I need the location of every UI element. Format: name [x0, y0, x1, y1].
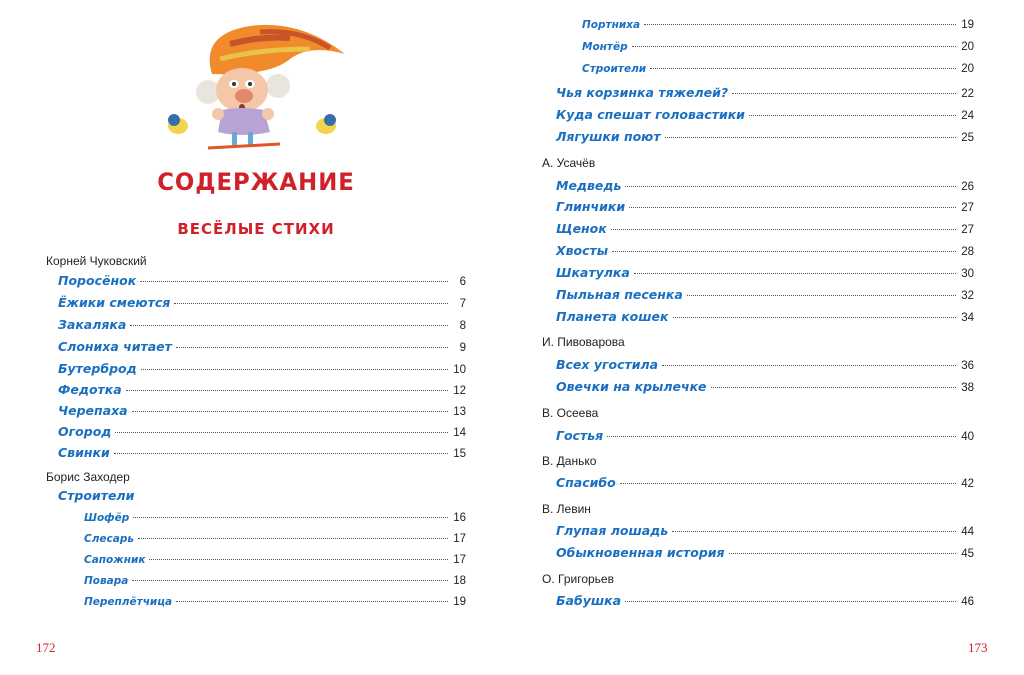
- toc-entry-title: Черепаха: [58, 403, 128, 418]
- toc-entry-title: Бабушка: [556, 593, 622, 608]
- toc-entry-title: Медведь: [556, 178, 622, 193]
- contents-title: СОДЕРЖАНИЕ: [157, 168, 355, 196]
- toc-subentry[interactable]: [582, 19, 974, 37]
- toc-entry[interactable]: [556, 523, 974, 541]
- leader-dots: [133, 516, 448, 518]
- toc-entry-title: Хвосты: [556, 243, 609, 258]
- leader-dots: [114, 452, 448, 454]
- leader-dots: [176, 600, 448, 602]
- toc-entry[interactable]: [58, 424, 466, 442]
- toc-entry-page: 17: [453, 533, 466, 545]
- toc-entry-title: Щенок: [556, 221, 607, 236]
- toc-entry-title: Строители: [582, 63, 647, 75]
- toc-entry[interactable]: [556, 379, 974, 397]
- leader-dots: [632, 45, 956, 47]
- page-number: 173: [968, 640, 988, 655]
- toc-entry-page: 15: [453, 448, 466, 460]
- toc-subentry[interactable]: [582, 41, 974, 59]
- toc-group-heading[interactable]: [58, 488, 258, 506]
- author-name: В. Левин: [542, 502, 591, 516]
- toc-entry-page: 26: [961, 181, 974, 193]
- section-title: ВЕСЁЛЫЕ СТИХИ: [177, 220, 335, 238]
- toc-entry-title: Сапожник: [84, 554, 146, 566]
- toc-entry[interactable]: [556, 199, 974, 217]
- author-name: А. Усачёв: [542, 156, 596, 170]
- toc-subentry[interactable]: [84, 554, 466, 572]
- toc-subentry[interactable]: [84, 575, 466, 593]
- toc-entry-page: 27: [961, 224, 974, 236]
- leader-dots: [141, 368, 448, 370]
- toc-subentry[interactable]: [84, 533, 466, 551]
- toc-entry[interactable]: [58, 317, 466, 335]
- toc-entry-page: 14: [453, 427, 466, 439]
- toc-entry[interactable]: [58, 382, 466, 400]
- toc-entry-title: Слониха читает: [58, 339, 172, 354]
- leader-dots: [612, 250, 956, 252]
- toc-entry[interactable]: [556, 287, 974, 305]
- leader-dots: [729, 552, 956, 554]
- toc-entry[interactable]: [556, 428, 974, 446]
- toc-entry[interactable]: [556, 265, 974, 283]
- leader-dots: [644, 23, 956, 25]
- toc-entry-title: Бутерброд: [58, 361, 137, 376]
- toc-entry[interactable]: [556, 221, 974, 239]
- leader-dots: [625, 600, 956, 602]
- toc-entry-page: 30: [961, 268, 974, 280]
- leader-dots: [673, 316, 956, 318]
- toc-entry[interactable]: [556, 85, 974, 103]
- toc-entry-page: 6: [459, 276, 466, 288]
- leader-dots: [634, 272, 956, 274]
- author-name: Борис Заходер: [46, 470, 130, 484]
- toc-entry-title: Шофёр: [84, 512, 130, 524]
- toc-entry[interactable]: [556, 545, 974, 563]
- toc-entry[interactable]: [556, 129, 974, 147]
- toc-entry-title: Обыкновенная история: [556, 545, 725, 560]
- leader-dots: [625, 185, 956, 187]
- toc-entry[interactable]: [58, 339, 466, 357]
- toc-entry-page: 10: [453, 364, 466, 376]
- toc-entry-page: 40: [961, 431, 974, 443]
- leader-dots: [662, 364, 956, 366]
- toc-entry-page: 32: [961, 290, 974, 302]
- toc-entry-title: Огород: [58, 424, 112, 439]
- toc-entry-page: 16: [453, 512, 466, 524]
- leader-dots: [607, 435, 956, 437]
- gnome-with-birds-illustration: [160, 14, 350, 154]
- leader-dots: [126, 389, 448, 391]
- leader-dots: [672, 530, 956, 532]
- toc-entry-page: 25: [961, 132, 974, 144]
- leader-dots: [732, 92, 956, 94]
- toc-entry-title: Повара: [84, 575, 129, 587]
- toc-entry-page: 46: [961, 596, 974, 608]
- leader-dots: [174, 302, 448, 304]
- toc-entry-title: Ёжики смеются: [58, 295, 171, 310]
- toc-entry[interactable]: [556, 357, 974, 375]
- page-number: 172: [36, 640, 56, 655]
- author-name: И. Пивоварова: [542, 335, 625, 349]
- leader-dots: [749, 114, 956, 116]
- toc-entry-title: Переплётчица: [84, 596, 173, 608]
- toc-entry[interactable]: [556, 243, 974, 261]
- toc-subentry[interactable]: [84, 512, 466, 530]
- leader-dots: [650, 67, 956, 69]
- author-name: Корней Чуковский: [46, 254, 147, 268]
- toc-entry-page: 28: [961, 246, 974, 258]
- leader-dots: [132, 579, 448, 581]
- toc-entry[interactable]: [58, 295, 466, 313]
- toc-entry-page: 13: [453, 406, 466, 418]
- leader-dots: [149, 558, 448, 560]
- leader-dots: [665, 136, 956, 138]
- leader-dots: [611, 228, 956, 230]
- toc-entry-title: Чья корзинка тяжелей?: [556, 85, 729, 100]
- toc-entry-page: 20: [961, 63, 974, 75]
- toc-entry[interactable]: [556, 178, 974, 196]
- toc-entry[interactable]: [556, 107, 974, 125]
- toc-entry-title: Слесарь: [84, 533, 134, 545]
- toc-heading-title: Строители: [58, 488, 135, 503]
- leader-dots: [687, 294, 956, 296]
- toc-entry-page: 42: [961, 478, 974, 490]
- leader-dots: [140, 280, 448, 282]
- toc-entry-title: Планета кошек: [556, 309, 669, 324]
- toc-entry-page: 19: [961, 19, 974, 31]
- toc-entry[interactable]: [556, 593, 974, 611]
- toc-entry-title: Всех угостила: [556, 357, 659, 372]
- toc-entry-page: 36: [961, 360, 974, 372]
- toc-entry-page: 9: [459, 342, 466, 354]
- toc-entry-title: Спасибо: [556, 475, 616, 490]
- toc-entry-page: 24: [961, 110, 974, 122]
- author-name: В. Осеева: [542, 406, 599, 420]
- toc-entry-title: Портниха: [582, 19, 641, 31]
- toc-entry[interactable]: [58, 403, 466, 421]
- toc-entry-page: 7: [459, 298, 466, 310]
- toc-entry-title: Свинки: [58, 445, 110, 460]
- toc-entry-page: 44: [961, 526, 974, 538]
- toc-entry-title: Лягушки поют: [556, 129, 661, 144]
- toc-entry-title: Шкатулка: [556, 265, 630, 280]
- toc-subentry[interactable]: [84, 596, 466, 614]
- toc-entry-page: 34: [961, 312, 974, 324]
- toc-entry-page: 17: [453, 554, 466, 566]
- toc-entry-page: 18: [453, 575, 466, 587]
- toc-entry-page: 20: [961, 41, 974, 53]
- toc-entry-title: Поросёнок: [58, 273, 137, 288]
- leader-dots: [115, 431, 448, 433]
- toc-entry-title: Глинчики: [556, 199, 626, 214]
- toc-entry[interactable]: [58, 273, 466, 291]
- toc-entry-page: 45: [961, 548, 974, 560]
- toc-entry-title: Овечки на крылечке: [556, 379, 707, 394]
- leader-dots: [130, 324, 448, 326]
- toc-entry-title: Гостья: [556, 428, 604, 443]
- toc-entry-title: Закаляка: [58, 317, 127, 332]
- leader-dots: [176, 346, 448, 348]
- toc-entry-title: Глупая лошадь: [556, 523, 669, 538]
- toc-entry-title: Пыльная песенка: [556, 287, 683, 302]
- leader-dots: [132, 410, 448, 412]
- toc-entry-title: Монтёр: [582, 41, 628, 53]
- toc-entry-title: Куда спешат головастики: [556, 107, 745, 122]
- right-page: [512, 0, 1024, 675]
- toc-entry[interactable]: [556, 475, 974, 493]
- leader-dots: [629, 206, 956, 208]
- leader-dots: [620, 482, 956, 484]
- toc-entry[interactable]: [556, 309, 974, 327]
- toc-entry-page: 22: [961, 88, 974, 100]
- toc-entry[interactable]: [58, 361, 466, 379]
- toc-entry-page: 12: [453, 385, 466, 397]
- author-name: О. Григорьев: [542, 572, 614, 586]
- leader-dots: [711, 386, 956, 388]
- toc-subentry[interactable]: [582, 63, 974, 81]
- toc-entry-page: 27: [961, 202, 974, 214]
- toc-entry-title: Федотка: [58, 382, 122, 397]
- toc-entry-page: 19: [453, 596, 466, 608]
- toc-entry-page: 8: [459, 320, 466, 332]
- author-name: В. Данько: [542, 454, 597, 468]
- leader-dots: [138, 537, 448, 539]
- toc-entry[interactable]: [58, 445, 466, 463]
- toc-entry-page: 38: [961, 382, 974, 394]
